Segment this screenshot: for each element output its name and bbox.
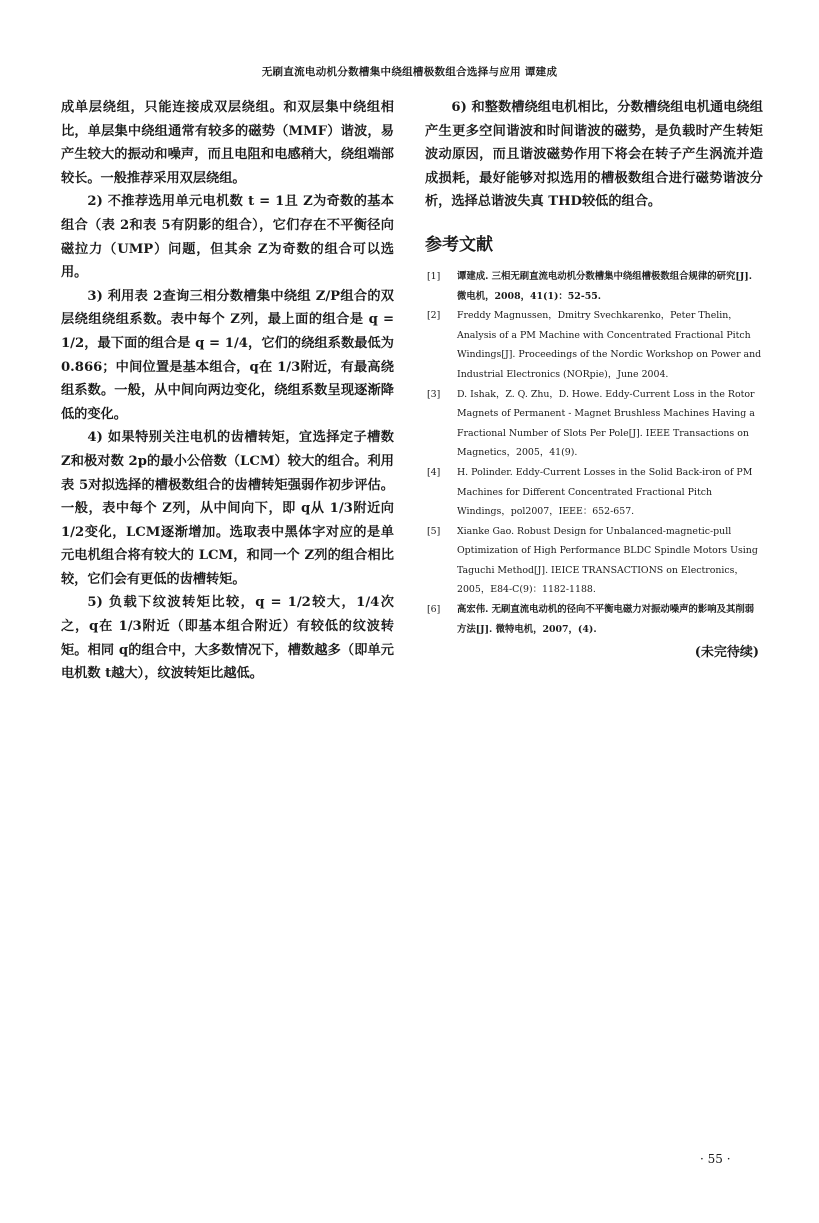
reference-text: H. Polinder. Eddy-Current Losses in the Solid Back-iron of PM Machines for Different Concentrated Fractional Pitch Windings，pol2007，IEEE：652-657. bbox=[457, 466, 753, 518]
reference-text: Xianke Gao. Robust Design for Unbalanced-magnetic-pull Optimization of High Performance BLDC Spindle Motors Using Taguchi Method[J]. IEICE TRANSACTIONS on Electronics，2005，E84-C(9)：1182-1188. bbox=[457, 525, 758, 596]
reference-number: [2] bbox=[427, 310, 441, 322]
reference-item bbox=[425, 600, 763, 639]
reference-number: [1] bbox=[427, 270, 441, 282]
references-heading: 参考文献 bbox=[425, 234, 493, 255]
body-paragraph: 3) 利用表 2查询三相分数槽集中绕组 Z/P组合的双层绕组绕组系数。表中每个 Z列，最上面的组合是 q = 1/2，最下面的组合是 q = 1/4，它们的绕组系数最低为 0.866；中间位置是基本组合，q在 1/3附近，有最高绕组系数。一般，从中间向两边变化，绕组系数呈现逐渐降低的变化。 bbox=[61, 288, 394, 422]
reference-item bbox=[425, 267, 763, 306]
reference-text: 谭建成. 三相无刷直流电动机分数槽集中绕组槽极数组合规律的研究[J]. 微电机，2008，41(1)：52-55. bbox=[457, 270, 752, 302]
reference-number: [5] bbox=[427, 525, 441, 537]
reference-text: D. Ishak，Z. Q. Zhu，D. Howe. Eddy-Current Loss in the Rotor Magnets of Permanent - Magnet Brushless Machines Having a Fractional Number of Slots Per Pole[J]. IEEE Transactions on Magnetics，2005，41(9). bbox=[457, 388, 755, 459]
body-paragraph: 成单层绕组，只能连接成双层绕组。和双层集中绕组相比，单层集中绕组通常有较多的磁势（MMF）谐波，易产生较大的振动和噪声，而且电阻和电感稍大，绕组端部较长。一般推荐采用双层绕组。 bbox=[61, 100, 394, 186]
to-be-continued-note: (未完待续) bbox=[694, 645, 759, 661]
reference-item bbox=[425, 385, 763, 463]
reference-item bbox=[425, 306, 763, 384]
reference-item bbox=[425, 522, 763, 600]
running-header: 无刷直流电动机分数槽集中绕组槽极数组合选择与应用 谭建成 bbox=[261, 66, 558, 78]
body-paragraph: 5) 负载下纹波转矩比较，q = 1/2较大，1/4次之，q在 1/3附近（即基本组合附近）有较低的纹波转矩。相同 q的组合中，大多数情况下，槽数越多（即单元电机数 t越大），纹波转矩比越低。 bbox=[61, 595, 394, 682]
reference-item bbox=[425, 463, 763, 522]
reference-text: Freddy Magnussen，Dmitry Svechkarenko，Peter Thelin，Analysis of a PM Machine with Concentrated Fractional Pitch Windings[J]. Proceedings of the Nordic Workshop on Power and Industrial Electronics (NORpie)，June 2004. bbox=[457, 310, 762, 380]
body-paragraph: 6) 和整数槽绕组电机相比，分数槽绕组电机通电绕组产生更多空间谐波和时间谐波的磁势，是负载时产生转矩波动原因，而且谐波磁势作用下将会在转子产生涡流并造成损耗，最好能够对拟选用的槽极数组合进行磁势谐波分析，选择总谐波失真 THD较低的组合。 bbox=[425, 100, 763, 210]
reference-list bbox=[425, 267, 763, 639]
page-number: · 55 · bbox=[700, 1152, 731, 1166]
body-paragraph: 2) 不推荐选用单元电机数 t = 1且 Z为奇数的基本组合（表 2和表 5有阴影的组合），它们存在不平衡径向磁拉力（UMP）问题，但其余 Z为奇数的组合可以选用。 bbox=[61, 194, 394, 281]
reference-number: [3] bbox=[427, 388, 441, 400]
body-paragraph: 4) 如果特别关注电机的齿槽转矩，宜选择定子槽数 Z和极对数 2p的最小公倍数（LCM）较大的组合。利用表 5对拟选择的槽极数组合的齿槽转矩强弱作初步评估。一般，表中每个 Z列，从中间向下，即 q从 1/3附近向 1/2变化，LCM逐渐增加。选取表中黑体字对应的是单元电机组合将有较大的 LCM，和同一个 Z列的组合相比较，它们会有更低的齿槽转矩。 bbox=[61, 430, 394, 587]
right-column bbox=[425, 96, 763, 660]
reference-text: 高宏伟. 无刷直流电动机的径向不平衡电磁力对振动噪声的影响及其削弱方法[J]. 微特电机，2007，(4). bbox=[457, 604, 755, 635]
reference-number: [4] bbox=[427, 466, 441, 478]
left-column bbox=[61, 96, 394, 686]
reference-number: [6] bbox=[427, 604, 441, 616]
